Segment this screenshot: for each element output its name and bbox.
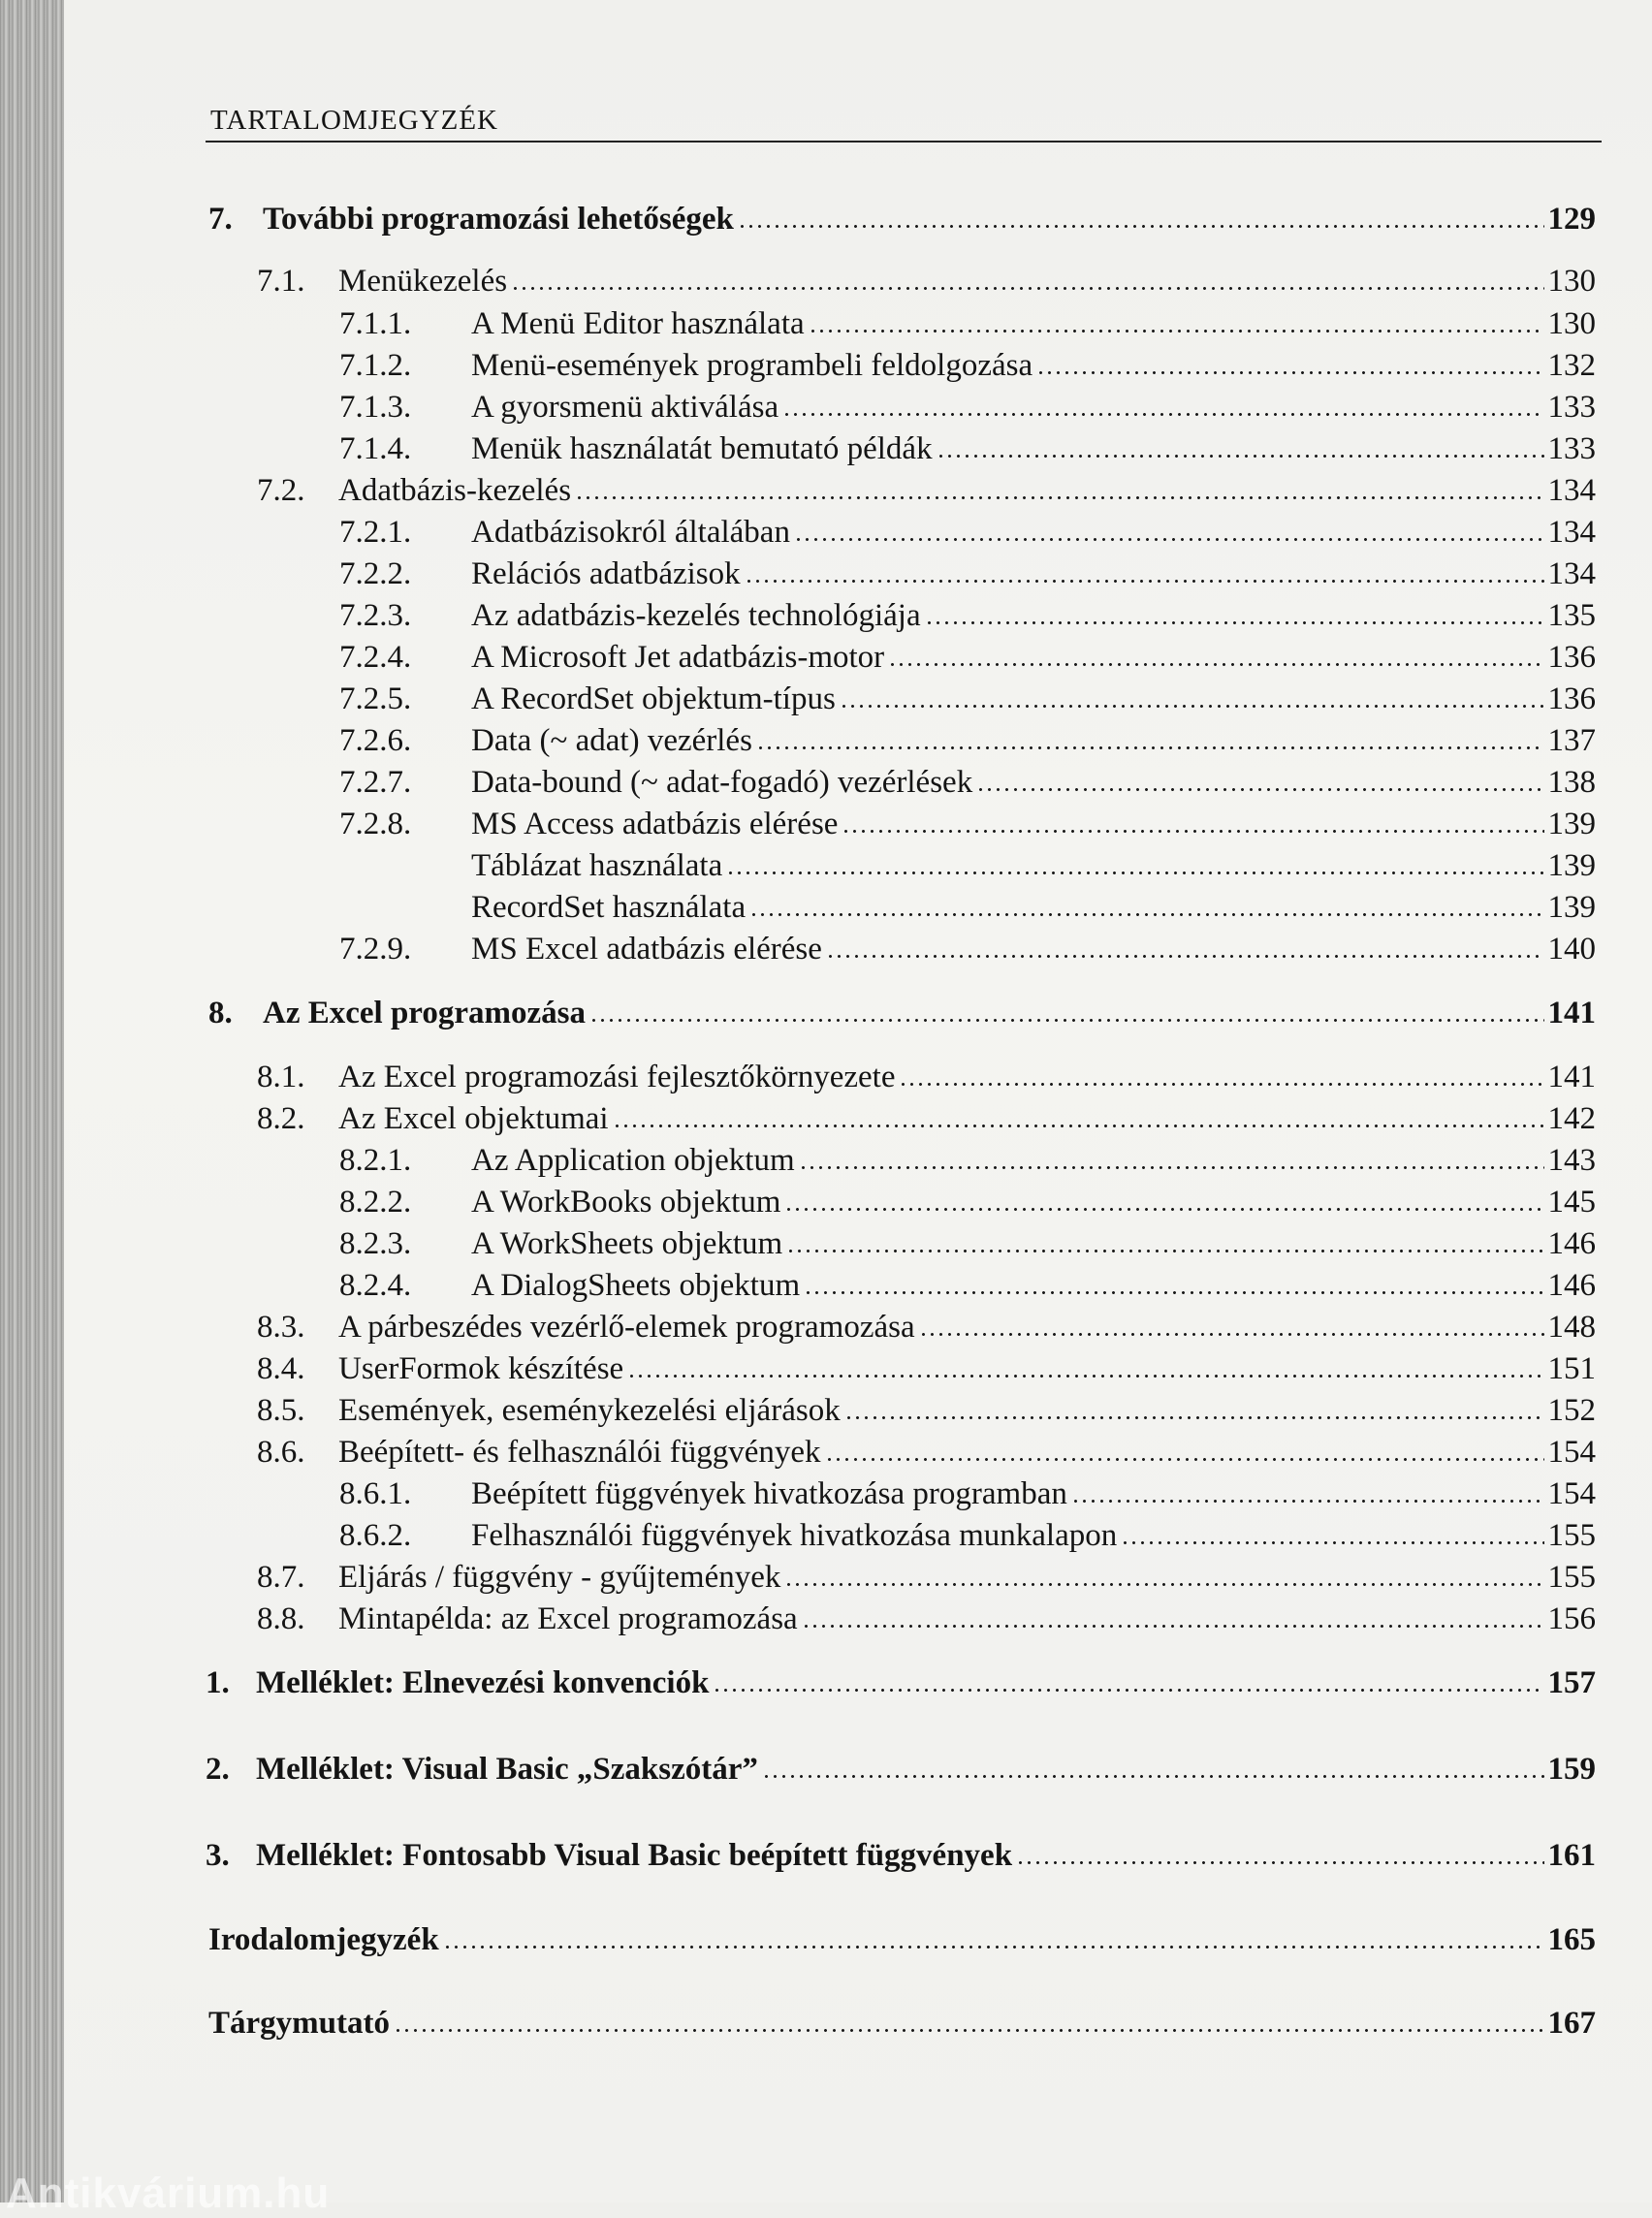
toc-entry-page-number: 137 bbox=[1547, 723, 1596, 758]
dot-leader bbox=[749, 912, 1543, 917]
toc-entry-page-number: 135 bbox=[1547, 598, 1596, 633]
dot-leader bbox=[726, 871, 1543, 875]
toc-entry-number: 7.2.1. bbox=[339, 515, 412, 550]
toc-entry-title: RecordSet használata bbox=[471, 890, 747, 925]
toc-entry bbox=[206, 1838, 1596, 1874]
toc-entry-page-number: 156 bbox=[1547, 1601, 1596, 1636]
toc-entry bbox=[339, 1518, 1596, 1554]
toc-entry bbox=[339, 390, 1596, 426]
toc-entry-number: 7.2.3. bbox=[339, 598, 412, 633]
toc-entry-title: Melléklet: Visual Basic „Szakszótár” bbox=[256, 1752, 758, 1787]
toc-entry-number: 7.1. bbox=[257, 264, 305, 299]
toc-entry bbox=[339, 807, 1596, 842]
toc-entry-page-number: 139 bbox=[1547, 807, 1596, 841]
toc-entry-number: 8.6.1. bbox=[339, 1476, 412, 1511]
toc-entry-number: 2. bbox=[206, 1752, 230, 1787]
toc-entry-page-number: 159 bbox=[1547, 1752, 1596, 1787]
toc-entry bbox=[339, 515, 1596, 551]
dot-leader bbox=[784, 1207, 1543, 1212]
toc-entry bbox=[208, 996, 1596, 1031]
toc-entry-number: 8.7. bbox=[257, 1560, 305, 1595]
dot-leader bbox=[1016, 1860, 1543, 1865]
dot-leader bbox=[782, 412, 1543, 417]
toc-entry bbox=[339, 640, 1596, 676]
toc-entry bbox=[339, 431, 1596, 467]
toc-entry-number: 7.2.9. bbox=[339, 932, 412, 966]
toc-entry-page-number: 157 bbox=[1547, 1665, 1596, 1700]
toc-entry-page-number: 134 bbox=[1547, 515, 1596, 550]
toc-entry-number: 8.2.2. bbox=[339, 1185, 412, 1220]
toc-entry bbox=[257, 1393, 1596, 1429]
toc-entry-number: 8.4. bbox=[257, 1351, 305, 1386]
dot-leader bbox=[511, 286, 1543, 291]
toc-entry bbox=[257, 1601, 1596, 1637]
toc-entry-number: 8.6. bbox=[257, 1435, 305, 1470]
toc-entry-title: UserFormok készítése bbox=[338, 1351, 624, 1386]
dot-leader bbox=[589, 1018, 1544, 1023]
dot-leader bbox=[840, 704, 1544, 709]
toc-entry bbox=[208, 202, 1596, 238]
toc-entry-number: 8.6.2. bbox=[339, 1518, 412, 1553]
toc-entry bbox=[339, 1143, 1596, 1179]
toc-entry-number: 8.2.4. bbox=[339, 1268, 412, 1303]
toc-entry bbox=[339, 598, 1596, 634]
toc-entry bbox=[339, 556, 1596, 592]
toc-entry-number: 7.2.5. bbox=[339, 681, 412, 716]
toc-entry-title: Az Application objektum bbox=[471, 1143, 795, 1178]
toc-entry-title: A RecordSet objektum-típus bbox=[471, 681, 836, 716]
toc-entry-page-number: 155 bbox=[1547, 1518, 1596, 1553]
toc-entry-number: 7.2.7. bbox=[339, 765, 412, 800]
dot-leader bbox=[888, 662, 1543, 667]
dot-leader bbox=[627, 1374, 1543, 1378]
toc-entry-page-number: 152 bbox=[1547, 1393, 1596, 1428]
toc-entry-page-number: 146 bbox=[1547, 1226, 1596, 1261]
toc-entry-title: Adatbázis-kezelés bbox=[338, 473, 572, 508]
toc-entry-number: 8.5. bbox=[257, 1393, 305, 1428]
toc-entry-title: A WorkBooks objektum bbox=[471, 1185, 781, 1220]
dot-leader bbox=[713, 1688, 1543, 1693]
dot-leader bbox=[826, 954, 1544, 959]
toc-entry-title: Adatbázisokról általában bbox=[471, 515, 790, 550]
toc-entry bbox=[339, 1268, 1596, 1304]
toc-entry bbox=[339, 890, 1596, 926]
toc-entry bbox=[257, 1060, 1596, 1095]
toc-entry-number: 7.2.6. bbox=[339, 723, 412, 758]
toc-entry-number: 7.2.8. bbox=[339, 807, 412, 841]
dot-leader bbox=[804, 1290, 1543, 1295]
toc-entry-number: 7.1.1. bbox=[339, 306, 412, 341]
toc-entry-page-number: 154 bbox=[1547, 1435, 1596, 1470]
toc-entry-page-number: 139 bbox=[1547, 890, 1596, 925]
toc-entry-number: 7.1.4. bbox=[339, 431, 412, 466]
toc-entry bbox=[339, 348, 1596, 384]
toc-entry-title: További programozási lehetőségek bbox=[263, 202, 734, 237]
toc-entry bbox=[339, 1476, 1596, 1512]
toc-entry-page-number: 138 bbox=[1547, 765, 1596, 800]
toc-entry bbox=[206, 1665, 1596, 1701]
toc-entry-title: A WorkSheets objektum bbox=[471, 1226, 783, 1261]
toc-entry-number: 8.2. bbox=[257, 1101, 305, 1136]
toc-entry-page-number: 140 bbox=[1547, 932, 1596, 966]
toc-entry bbox=[208, 2006, 1596, 2042]
dot-leader bbox=[937, 454, 1544, 459]
dot-leader bbox=[575, 495, 1543, 500]
dot-leader bbox=[1121, 1540, 1543, 1545]
toc-entry-page-number: 151 bbox=[1547, 1351, 1596, 1386]
toc-entry-page-number: 134 bbox=[1547, 473, 1596, 508]
toc-entry-title: Relációs adatbázisok bbox=[471, 556, 741, 591]
toc-entry-title: Menü-események programbeli feldolgozása bbox=[471, 348, 1033, 383]
dot-leader bbox=[976, 787, 1543, 792]
toc-entry-title: MS Excel adatbázis elérése bbox=[471, 932, 822, 966]
toc-entry-title: Menük használatát bemutató példák bbox=[471, 431, 933, 466]
toc-entry-page-number: 148 bbox=[1547, 1310, 1596, 1345]
toc-entry bbox=[339, 932, 1596, 967]
toc-entry-number: 8.2.3. bbox=[339, 1226, 412, 1261]
toc-entry-title: Felhasználói függvények hivatkozása munkalapon bbox=[471, 1518, 1118, 1553]
toc-entry bbox=[339, 848, 1596, 884]
toc-entry-title: Beépített függvények hivatkozása programban bbox=[471, 1476, 1067, 1511]
dot-leader bbox=[1036, 370, 1543, 375]
toc-entry-page-number: 145 bbox=[1547, 1185, 1596, 1220]
dot-leader bbox=[802, 1624, 1544, 1629]
dot-leader bbox=[762, 1774, 1544, 1779]
toc-entry-page-number: 146 bbox=[1547, 1268, 1596, 1303]
toc-entry-title: A párbeszédes vezérlő-elemek programozása bbox=[338, 1310, 915, 1345]
toc-entry bbox=[339, 1226, 1596, 1262]
dot-leader bbox=[842, 829, 1543, 834]
toc-entry-page-number: 142 bbox=[1547, 1101, 1596, 1136]
toc-entry-title: Események, eseménykezelési eljárások bbox=[338, 1393, 841, 1428]
toc-entry bbox=[257, 1560, 1596, 1596]
toc-entry-page-number: 141 bbox=[1547, 996, 1596, 1030]
toc-entry bbox=[339, 681, 1596, 717]
toc-entry bbox=[257, 1101, 1596, 1137]
toc-entry bbox=[257, 1435, 1596, 1471]
toc-entry-page-number: 132 bbox=[1547, 348, 1596, 383]
toc-entry bbox=[257, 1351, 1596, 1387]
toc-entry-page-number: 155 bbox=[1547, 1560, 1596, 1595]
toc-entry-title: A DialogSheets objektum bbox=[471, 1268, 801, 1303]
dot-leader bbox=[745, 579, 1544, 584]
toc-entry-title: A Microsoft Jet adatbázis-motor bbox=[471, 640, 885, 675]
dot-leader bbox=[919, 1332, 1544, 1337]
toc-entry bbox=[339, 765, 1596, 801]
dot-leader bbox=[925, 620, 1544, 625]
toc-entry bbox=[339, 306, 1596, 342]
toc-entry-page-number: 165 bbox=[1547, 1922, 1596, 1957]
toc-entry-number: 1. bbox=[206, 1665, 230, 1700]
toc-entry-page-number: 129 bbox=[1547, 202, 1596, 237]
toc-entry-page-number: 141 bbox=[1547, 1060, 1596, 1094]
toc-entry-page-number: 133 bbox=[1547, 390, 1596, 425]
toc-entry-title: Az Excel programozási fejlesztőkörnyezete bbox=[338, 1060, 896, 1094]
toc-entry-title: Beépített- és felhasználói függvények bbox=[338, 1435, 821, 1470]
toc-entry-page-number: 130 bbox=[1547, 306, 1596, 341]
toc-entry-number: 7.1.3. bbox=[339, 390, 412, 425]
toc-entry-number: 7.2.4. bbox=[339, 640, 412, 675]
toc-entry bbox=[257, 264, 1596, 300]
toc-entry-number: 8.2.1. bbox=[339, 1143, 412, 1178]
toc-entry-number: 7. bbox=[208, 202, 233, 237]
toc-entry-number: 8. bbox=[208, 996, 233, 1030]
toc-entry bbox=[257, 1310, 1596, 1346]
dot-leader bbox=[1071, 1499, 1544, 1504]
dot-leader bbox=[794, 537, 1544, 542]
toc-entry bbox=[339, 723, 1596, 759]
toc-entry bbox=[206, 1752, 1596, 1788]
toc-entry-title: Data-bound (~ adat-fogadó) vezérlések bbox=[471, 765, 973, 800]
dot-leader bbox=[613, 1124, 1544, 1128]
toc-entry-title: Táblázat használata bbox=[471, 848, 723, 883]
toc-entry-number: 8.8. bbox=[257, 1601, 305, 1636]
toc-entry-title: Melléklet: Fontosabb Visual Basic beépített függvények bbox=[256, 1838, 1013, 1873]
dot-leader bbox=[809, 329, 1544, 333]
toc-entry-number: 8.3. bbox=[257, 1310, 305, 1345]
toc-entry-page-number: 167 bbox=[1547, 2006, 1596, 2041]
dot-leader bbox=[899, 1082, 1543, 1087]
toc-entry-title: Eljárás / függvény - gyűjtemények bbox=[338, 1560, 781, 1595]
toc-entry-title: Irodalomjegyzék bbox=[208, 1922, 439, 1957]
toc-entry-title: A Menü Editor használata bbox=[471, 306, 805, 341]
dot-leader bbox=[784, 1582, 1543, 1587]
toc-entry-page-number: 139 bbox=[1547, 848, 1596, 883]
toc-entry-title: Az adatbázis-kezelés technológiája bbox=[471, 598, 921, 633]
toc-entry-page-number: 134 bbox=[1547, 556, 1596, 591]
toc-entry-title: MS Access adatbázis elérése bbox=[471, 807, 839, 841]
dot-leader bbox=[394, 2028, 1544, 2033]
toc-entry-title: Tárgymutató bbox=[208, 2006, 390, 2041]
toc-entry-number: 7.2.2. bbox=[339, 556, 412, 591]
toc-entry-title: Az Excel objektumai bbox=[338, 1101, 609, 1136]
dot-leader bbox=[844, 1415, 1544, 1420]
dot-leader bbox=[799, 1165, 1544, 1170]
dot-leader bbox=[738, 224, 1544, 229]
toc-entry bbox=[257, 473, 1596, 509]
toc-entry-number: 7.1.2. bbox=[339, 348, 412, 383]
toc-entry bbox=[208, 1922, 1596, 1958]
toc-entry-number: 3. bbox=[206, 1838, 230, 1873]
toc-entry-title: Mintapélda: az Excel programozása bbox=[338, 1601, 798, 1636]
dot-leader bbox=[786, 1249, 1543, 1253]
toc-entry-title: A gyorsmenü aktiválása bbox=[471, 390, 779, 425]
running-header: TARTALOMJEGYZÉK bbox=[210, 105, 498, 136]
toc-entry-title: Menükezelés bbox=[338, 264, 508, 299]
book-spine-edge bbox=[0, 0, 64, 2202]
toc-entry-number: 8.1. bbox=[257, 1060, 305, 1094]
toc-entry-page-number: 161 bbox=[1547, 1838, 1596, 1873]
toc-entry-title: Az Excel programozása bbox=[263, 996, 586, 1030]
toc-entry-title: Data (~ adat) vezérlés bbox=[471, 723, 752, 758]
toc-entry-page-number: 130 bbox=[1547, 264, 1596, 299]
toc-entry-page-number: 154 bbox=[1547, 1476, 1596, 1511]
toc-entry-title: Melléklet: Elnevezési konvenciók bbox=[256, 1665, 710, 1700]
dot-leader bbox=[825, 1457, 1544, 1462]
toc-entry bbox=[339, 1185, 1596, 1220]
toc-entry-page-number: 143 bbox=[1547, 1143, 1596, 1178]
toc-entry-page-number: 133 bbox=[1547, 431, 1596, 466]
dot-leader bbox=[443, 1945, 1544, 1949]
header-rule bbox=[206, 141, 1602, 143]
watermark: Antikvárium.hu bbox=[6, 2170, 331, 2217]
toc-entry-page-number: 136 bbox=[1547, 640, 1596, 675]
dot-leader bbox=[756, 745, 1544, 750]
toc-entry-page-number: 136 bbox=[1547, 681, 1596, 716]
toc-entry-number: 7.2. bbox=[257, 473, 305, 508]
